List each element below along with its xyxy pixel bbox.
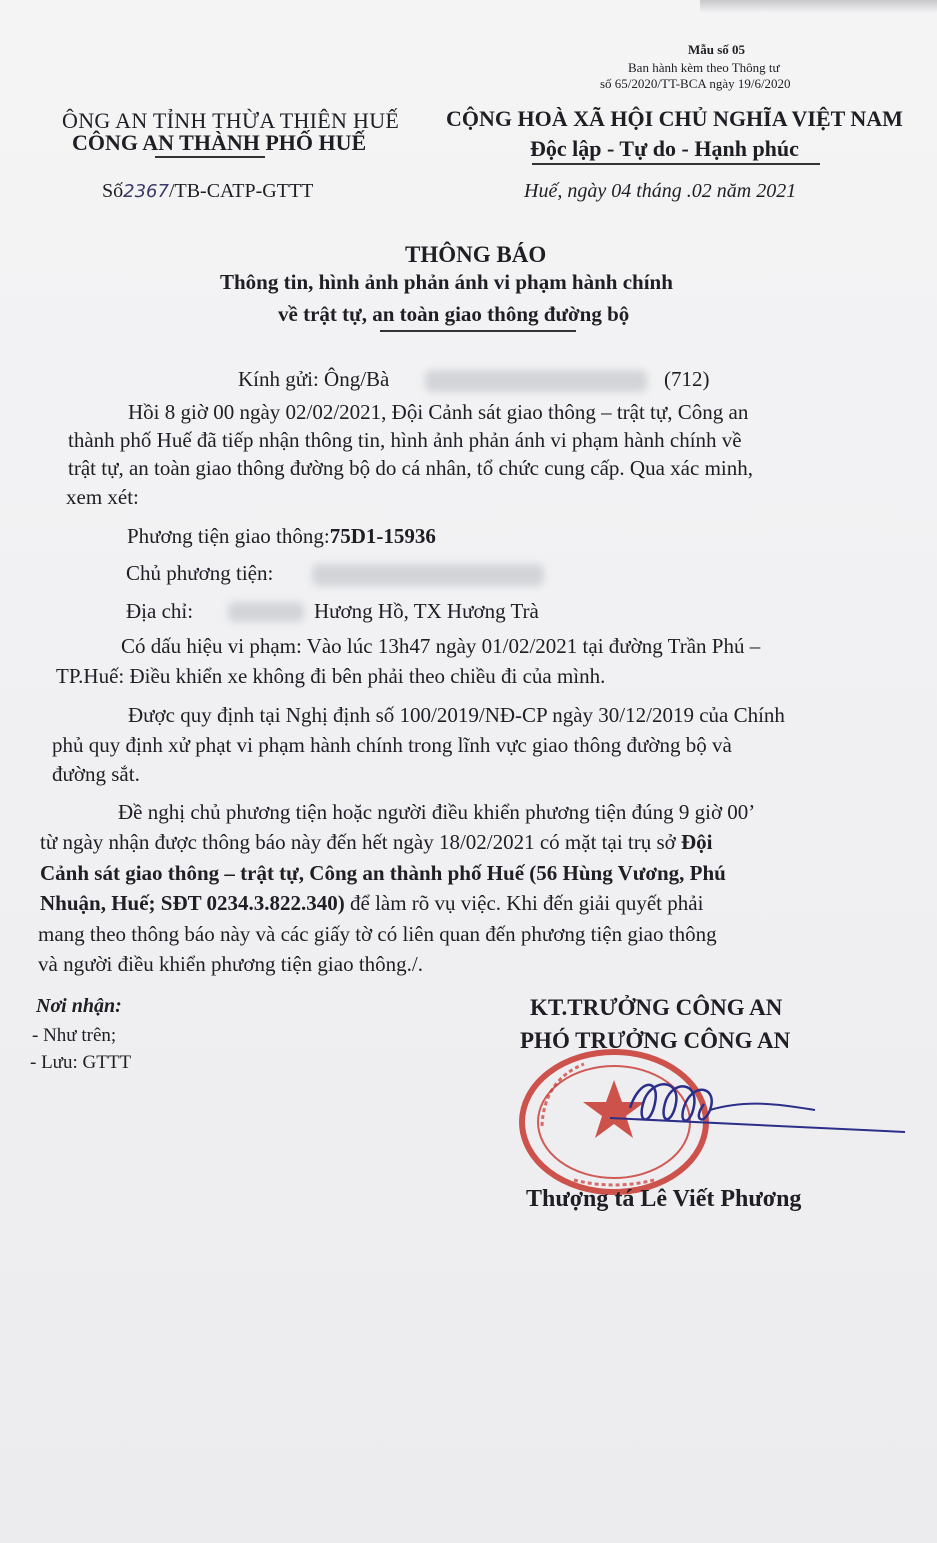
body-line: phủ quy định xử phạt vi phạm hành chính trong lĩnh vực giao thông đường bộ và bbox=[52, 733, 732, 757]
redacted-owner-name bbox=[312, 564, 544, 586]
document-title: THÔNG BÁO bbox=[405, 242, 547, 267]
recipient-item: - Như trên; bbox=[32, 1025, 117, 1046]
body-line: Có dấu hiệu vi phạm: Vào lúc 13h47 ngày 01/02/2021 tại đường Trần Phú – bbox=[121, 634, 761, 658]
document-number: Số2367/TB-CATP-GTTT bbox=[102, 180, 314, 202]
recipient-label: Kính gửi: Ông/Bà bbox=[238, 367, 390, 391]
owner-row bbox=[126, 561, 273, 586]
signer-name: Thượng tá Lê Viết Phương bbox=[526, 1186, 802, 1212]
document-subtitle-line2: về trật tự, an toàn giao thông đường bộ bbox=[278, 302, 630, 326]
parent-agency: ÔNG AN TỈNH THỪA THIÊN HUẾ bbox=[62, 108, 400, 133]
body-line: từ ngày nhận được thông báo này đến hết ngày 18/02/2021 có mặt tại trụ sở Đội bbox=[40, 830, 713, 854]
body-line: Nhuận, Huế; SĐT 0234.3.822.340) để làm rõ vụ việc. Khi đến giải quyết phải bbox=[40, 891, 704, 915]
issuing-agency: CÔNG AN THÀNH PHỐ HUẾ bbox=[72, 130, 367, 155]
body-line: mang theo thông báo này và các giấy tờ có liên quan đến phương tiện giao thông bbox=[38, 922, 717, 946]
handwritten-number: 2367 bbox=[123, 181, 169, 202]
body-line: xem xét: bbox=[66, 485, 139, 509]
national-motto: Độc lập - Tự do - Hạnh phúc bbox=[530, 136, 799, 161]
body-line: trật tự, an toàn giao thông đường bộ do cá nhân, tổ chức cung cấp. Qua xác minh, bbox=[68, 456, 753, 480]
recipients-title: Nơi nhận: bbox=[36, 995, 122, 1017]
body-line: Đề nghị chủ phương tiện hoặc người điều khiển phương tiện đúng 9 giờ 00’ bbox=[118, 800, 756, 824]
page-edge-shadow bbox=[700, 0, 937, 12]
national-title: CỘNG HOÀ XÃ HỘI CHỦ NGHĨA VIỆT NAM bbox=[446, 106, 903, 131]
recipient-item: - Lưu: GTTT bbox=[30, 1052, 132, 1073]
body-line: và người điều khiển phương tiện giao thông./. bbox=[38, 952, 424, 976]
owner-label: Chủ phương tiện: bbox=[126, 561, 274, 585]
body-line: đường sắt. bbox=[52, 762, 140, 786]
form-reference-line1: Ban hành kèm theo Thông tư bbox=[628, 60, 780, 75]
agency-underline bbox=[155, 156, 265, 158]
redacted-address bbox=[228, 602, 304, 622]
body-line: TP.Huế: Điều khiển xe không đi bên phải theo chiều đi của mình. bbox=[56, 664, 606, 688]
vehicle-label: Phương tiện giao thông: bbox=[127, 524, 330, 548]
body-line: thành phố Huế đã tiếp nhận thông tin, hình ảnh phản ánh vi phạm hành chính về bbox=[68, 428, 742, 452]
vehicle-plate: 75D1-15936 bbox=[329, 524, 436, 548]
subtitle-underline bbox=[380, 330, 576, 332]
place-date: Huế, ngày 04 tháng .02 năm 2021 bbox=[524, 180, 797, 202]
body-line: Cảnh sát giao thông – trật tự, Công an thành phố Huế (56 Hùng Vương, Phú bbox=[40, 861, 726, 885]
signature-title-line1: KT.TRƯỞNG CÔNG AN bbox=[530, 995, 783, 1020]
redacted-recipient-name bbox=[425, 370, 647, 392]
motto-underline bbox=[532, 163, 820, 165]
body-line: Hồi 8 giờ 00 ngày 02/02/2021, Đội Cảnh sát giao thông – trật tự, Công an bbox=[128, 400, 749, 424]
form-reference-line2: số 65/2020/TT-BCA ngày 19/6/2020 bbox=[600, 76, 791, 91]
address-label: Địa chỉ: bbox=[126, 599, 194, 623]
signature-title-line2: PHÓ TRƯỞNG CÔNG AN bbox=[520, 1028, 791, 1053]
form-number: Mẫu số 05 bbox=[688, 42, 746, 57]
address-value: Hương Hồ, TX Hương Trà bbox=[314, 599, 539, 623]
document-subtitle-line1: Thông tin, hình ảnh phản ánh vi phạm hành chính bbox=[220, 270, 673, 294]
handwritten-signature-icon bbox=[600, 1068, 910, 1138]
vehicle-row bbox=[127, 524, 436, 549]
body-line: Được quy định tại Nghị định số 100/2019/NĐ-CP ngày 30/12/2019 của Chính bbox=[128, 703, 785, 727]
recipient-suffix: (712) bbox=[664, 367, 710, 391]
